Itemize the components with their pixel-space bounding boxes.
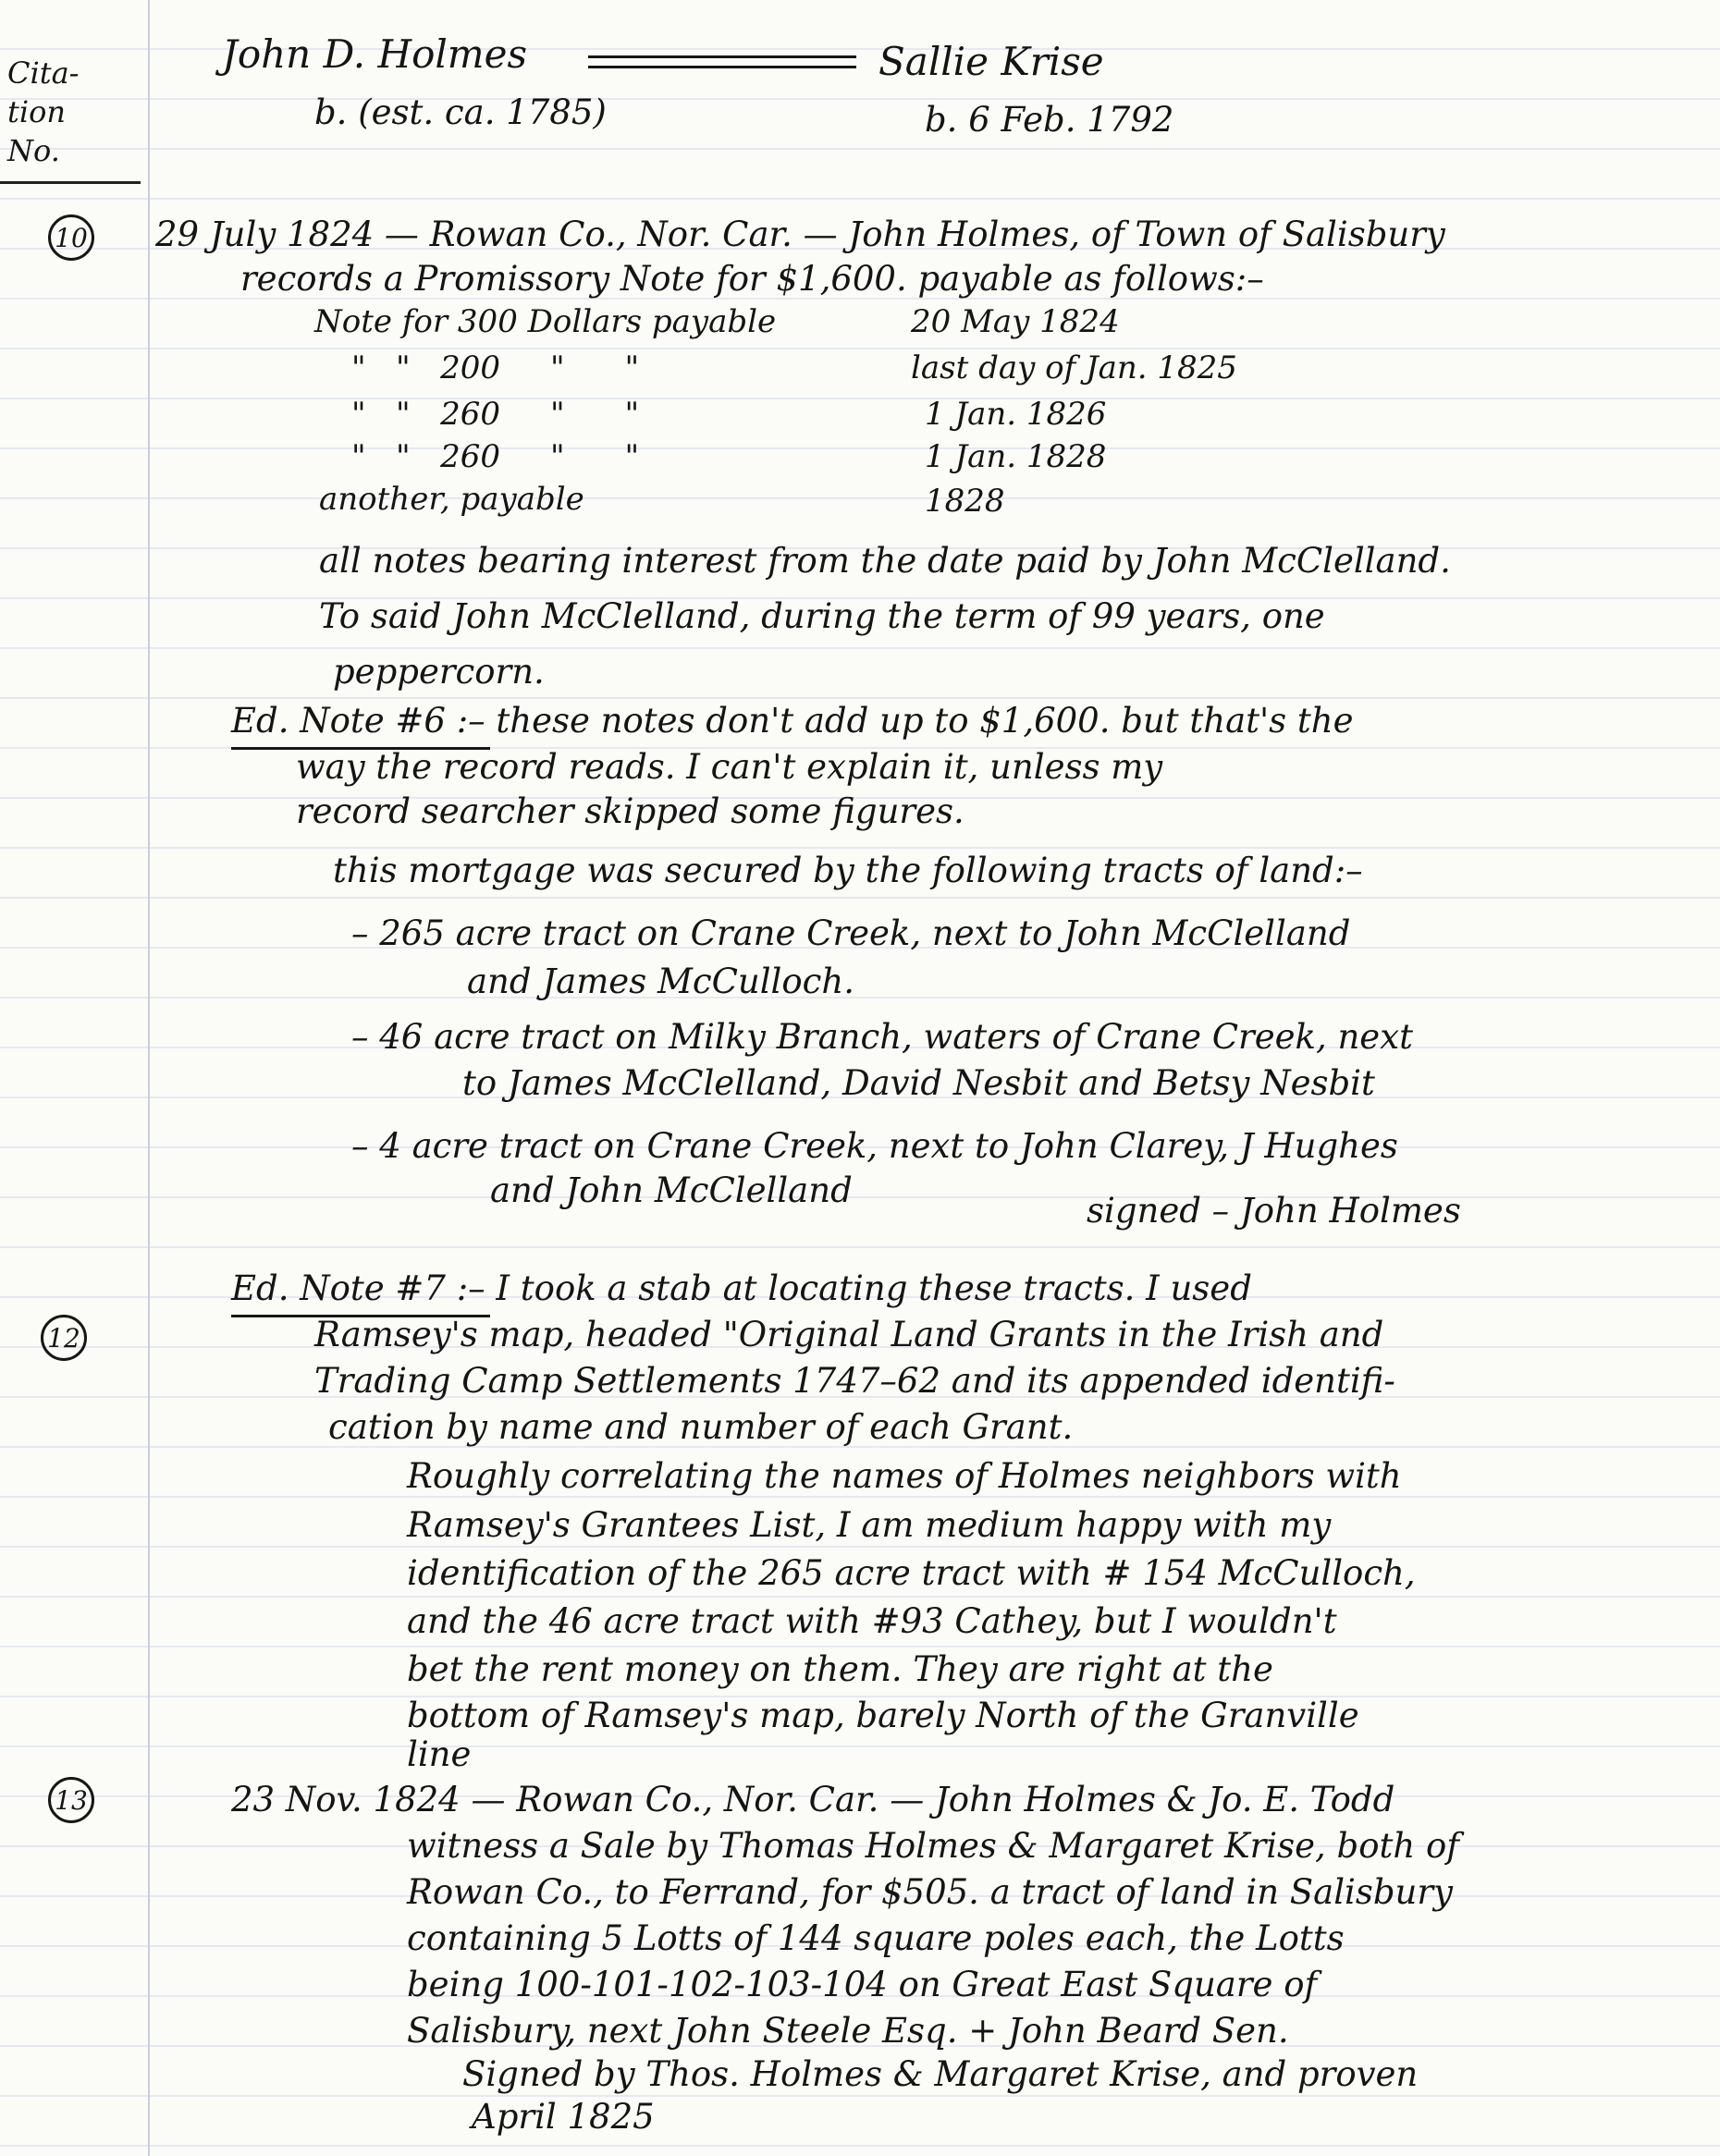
note-due-date: 1828 — [925, 483, 1005, 520]
entry-line: all notes bearing interest from the date paid by John McClelland. — [319, 541, 1451, 581]
entry-13-line: Rowan Co., to Ferrand, for $505. a tract of land in Salisbury — [407, 1872, 1453, 1912]
entry-13-line: 23 Nov. 1824 — Rowan Co., Nor. Car. — John Holmes & Jo. E. Todd — [231, 1780, 1395, 1819]
marriage-double-line — [588, 55, 856, 68]
citation-column-header — [7, 54, 137, 170]
citation-header-line: Cita- — [7, 55, 80, 91]
tract-line: – 46 acre tract on Milky Branch, waters of Crane Creek, next — [351, 1017, 1413, 1057]
tract-line: – 265 acre tract on Crane Creek, next to John McClelland — [351, 913, 1351, 953]
citation-header-line: tion — [7, 94, 66, 129]
note-due-date: 1 Jan. 1828 — [925, 438, 1107, 475]
entry-13-line: Signed by Thos. Holmes & Margaret Krise, and proven — [462, 2054, 1419, 2094]
tract-line: and James McCulloch. — [467, 962, 854, 1001]
husband-birth: b. (est. ca. 1785) — [314, 92, 607, 132]
ed-note-7-line: Roughly correlating the names of Holmes neighbors with — [407, 1456, 1402, 1496]
citation-header-line: No. — [7, 133, 60, 168]
tract-line: – 4 acre tract on Crane Creek, next to John Clarey, J Hughes — [351, 1126, 1398, 1166]
note-amount: Note for 300 Dollars payable — [314, 303, 777, 340]
signature-line: signed – John Holmes — [1087, 1191, 1461, 1231]
ed-note-7-line: Ramsey's Grantees List, I am medium happy with my — [407, 1505, 1332, 1545]
entry-13-line: April 1825 — [472, 2097, 655, 2137]
ed-note-7-line: Trading Camp Settlements 1747–62 and its appended identifi- — [314, 1361, 1395, 1401]
entry-line: peppercorn. — [333, 652, 545, 692]
note-amount: " " 260 " " — [351, 396, 640, 433]
ed-note-6-line: way the record reads. I can't explain it, unless my — [296, 747, 1163, 787]
entry-13-line: witness a Sale by Thomas Holmes & Margaret Krise, both of — [407, 1826, 1459, 1866]
mortgage-intro: this mortgage was secured by the following tracts of land:– — [333, 851, 1363, 890]
ed-note-7-line: identification of the 265 acre tract with # 154 McCulloch, — [407, 1553, 1416, 1593]
entry-13-line: containing 5 Lotts of 144 square poles each, the Lotts — [407, 1918, 1345, 1958]
margin-rule — [148, 0, 150, 2156]
entry-13-line: Salisbury, next John Steele Esq. + John Beard Sen. — [407, 2011, 1289, 2051]
note-due-date: last day of Jan. 1825 — [911, 349, 1237, 386]
citation-number-12: 12 — [41, 1315, 87, 1361]
note-due-date: 20 May 1824 — [911, 303, 1120, 340]
ed-note-7-line: Ramsey's map, headed "Original Land Grants in the Irish and — [314, 1315, 1384, 1354]
ed-note-6-line: record searcher skipped some figures. — [296, 791, 964, 831]
note-due-date: 1 Jan. 1826 — [925, 396, 1107, 433]
entry-13-line: being 100-101-102-103-104 on Great East Square of — [407, 1965, 1318, 2004]
ed-note-7-line: line — [407, 1734, 472, 1774]
wife-name: Sallie Krise — [878, 39, 1104, 84]
note-amount: another, payable — [319, 481, 584, 518]
wife-birth: b. 6 Feb. 1792 — [925, 100, 1174, 140]
ed-note-7-line: and the 46 acre tract with #93 Cathey, but I wouldn't — [407, 1601, 1337, 1641]
entry-line: records a Promissory Note for $1,600. payable as follows:– — [240, 259, 1264, 299]
citation-number-10: 10 — [48, 214, 94, 261]
ed-note-7-line: bet the rent money on them. They are right at the — [407, 1649, 1273, 1689]
ed-note-7-line: Ed. Note #7 :– I took a stab at locating these tracts. I used — [231, 1268, 1252, 1308]
ed-note-7-line: bottom of Ramsey's map, barely North of the Granville — [407, 1696, 1359, 1735]
note-amount: " " 200 " " — [351, 349, 640, 386]
citation-header-rule — [0, 181, 141, 184]
ed-note-7-line: cation by name and number of each Grant. — [328, 1407, 1074, 1447]
entry-line: To said John McClelland, during the term of 99 years, one — [319, 596, 1325, 636]
tract-line: to James McClelland, David Nesbit and Betsy Nesbit — [462, 1063, 1375, 1103]
note-amount: " " 260 " " — [351, 438, 640, 475]
tract-line: and John McClelland — [490, 1170, 853, 1210]
entry-line: 29 July 1824 — Rowan Co., Nor. Car. — John Holmes, of Town of Salisbury — [155, 214, 1445, 254]
husband-name: John D. Holmes — [222, 31, 528, 77]
ed-note-6-line: Ed. Note #6 :– these notes don't add up to $1,600. but that's the — [231, 701, 1354, 741]
citation-number-13: 13 — [48, 1777, 94, 1823]
